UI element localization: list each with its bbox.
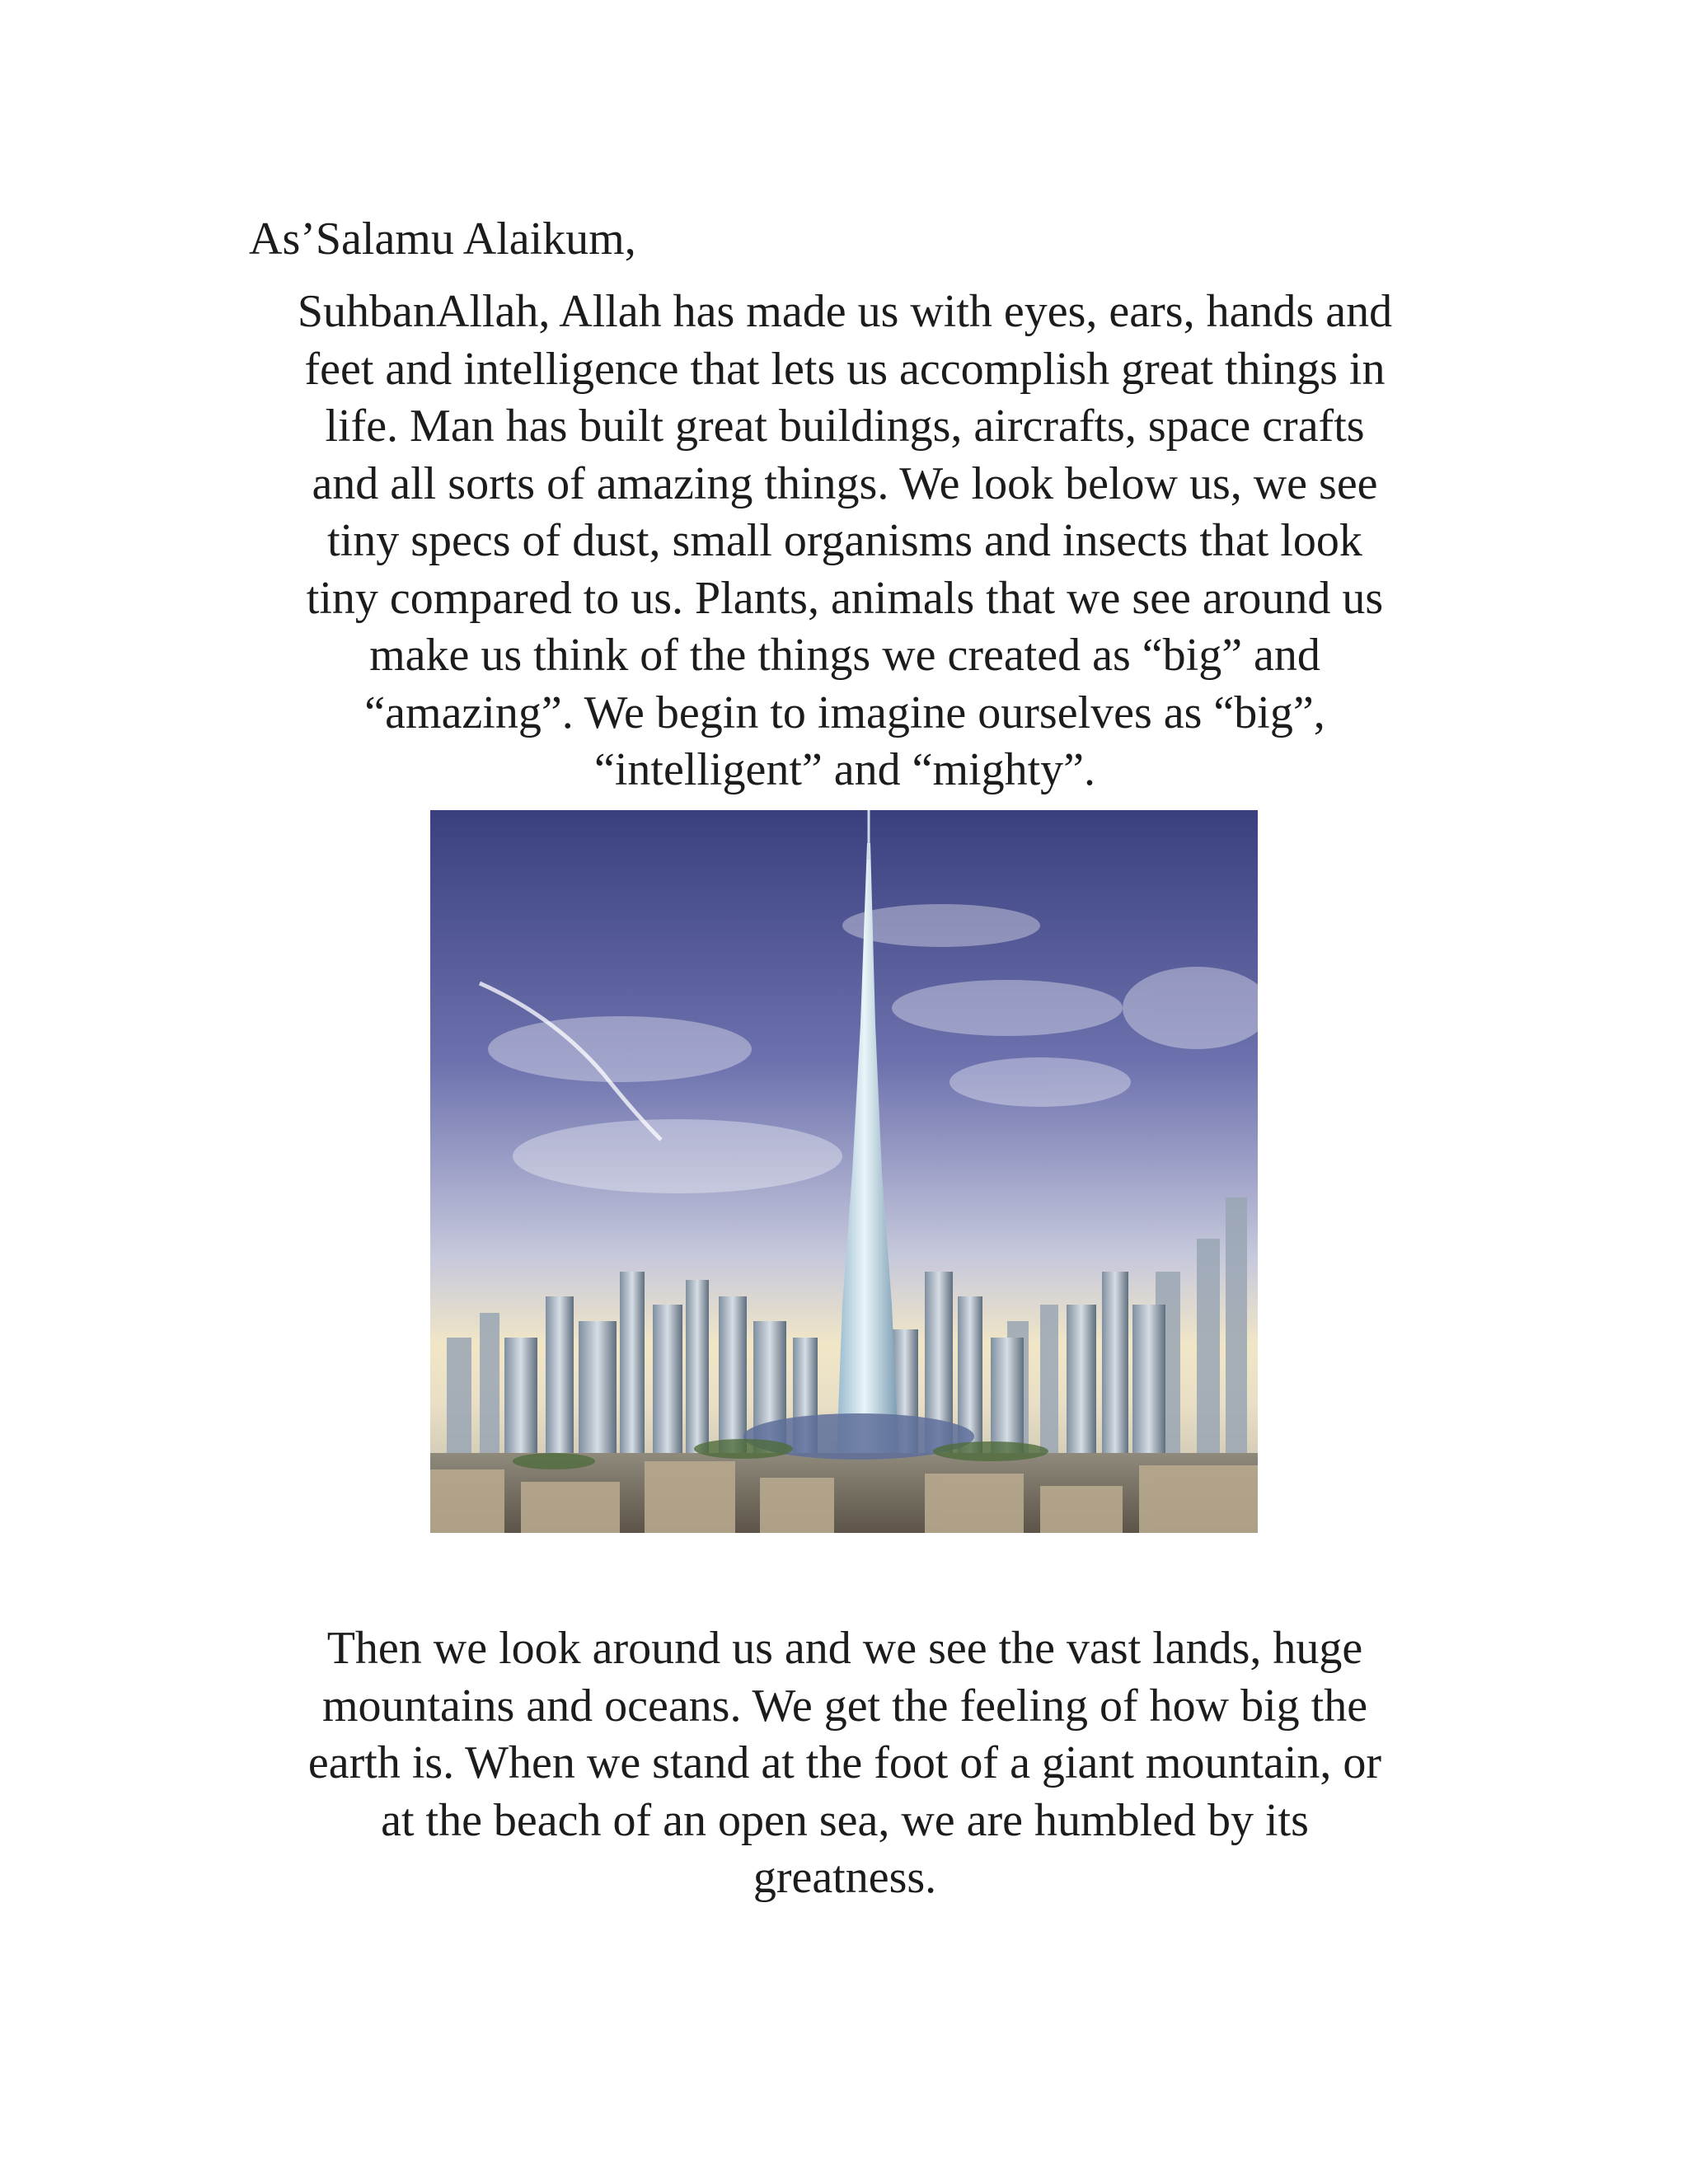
skyscraper-illustration [430, 810, 1258, 1533]
paragraph-line: greatness. [753, 1852, 937, 1903]
paragraph-line: Then we look around us and we see the vast lands, huge [326, 1623, 1363, 1674]
paragraph-intro [239, 284, 1451, 799]
paragraph-line: at the beach of an open sea, we are humbled by its [381, 1794, 1309, 1846]
paragraph-line: “amazing”. We begin to imagine ourselves as “big”, [364, 687, 1325, 738]
paragraph-line: tiny compared to us. Plants, animals that we see around us [306, 572, 1384, 624]
skyline-photo [430, 810, 1258, 1533]
greeting: As’Salamu Alaikum, [249, 213, 636, 265]
paragraph-line: feet and intelligence that lets us accomplish great things in [304, 343, 1386, 395]
paragraph-line: mountains and oceans. We get the feeling of how big the [321, 1680, 1368, 1732]
paragraph-line: SuhbanAllah, Allah has made us with eyes, ears, hands and [297, 286, 1393, 337]
paragraph-line: “intelligent” and “mighty”. [593, 744, 1095, 795]
paragraph-reflection [239, 1620, 1451, 1907]
paragraph-line: make us think of the things we created as “big” and [369, 630, 1320, 681]
paragraph-line: earth is. When we stand at the foot of a giant mountain, or [307, 1737, 1382, 1788]
paragraph-line: and all sorts of amazing things. We look below us, we see [312, 457, 1378, 509]
paragraph-line: life. Man has built great buildings, aircrafts, space crafts [325, 401, 1365, 452]
paragraph-line: tiny specs of dust, small organisms and insects that look [327, 515, 1362, 566]
